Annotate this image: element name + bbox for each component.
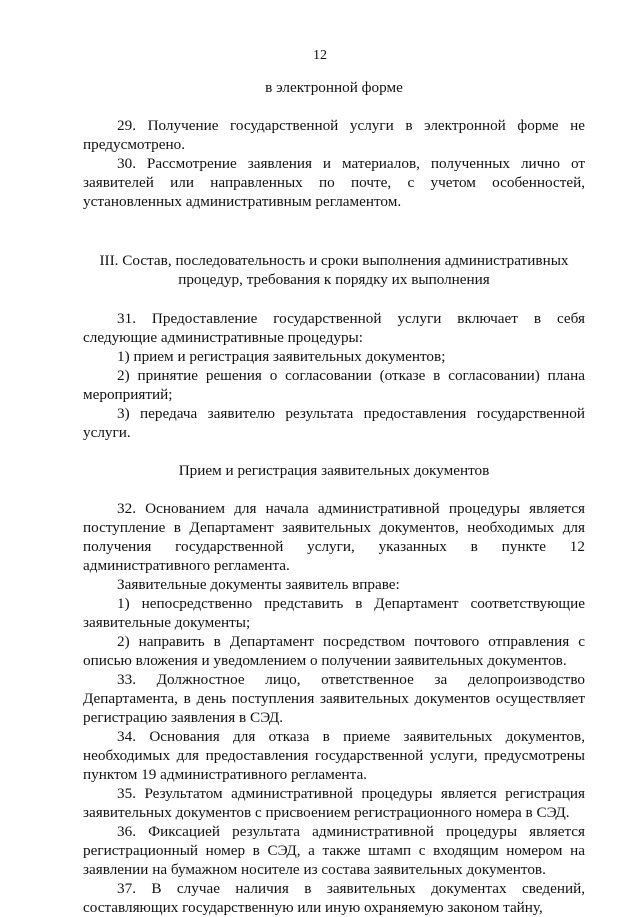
paragraph-34: 34. Основания для отказа в приеме заявительных документов, необходимых для предоставления государственной услуги, предусмотрены пунктом 19 административного регламента. [83,728,585,783]
subsection-title: Прием и регистрация заявительных документов [178,462,490,479]
paragraph-31: 31. Предоставление государственной услуги включает в себя следующие административные процедуры: [83,310,585,346]
paragraph-32-item-1: 1) непосредственно представить в Департамент соответствующие заявительные документы; [83,595,585,631]
paragraph-32-item-2: 2) направить в Департамент посредством почтового отправления с описью вложения и уведомлением о получении заявительных документов. [83,633,585,669]
document-body [83,78,585,917]
page-number: 12 [313,48,327,63]
paragraph-31-item-2: 2) принятие решения о согласовании (отказе в согласовании) плана мероприятий; [83,367,585,403]
paragraph-35: 35. Результатом административной процедуры является регистрация заявительных документов с присвоением регистрационного номера в СЭД. [83,785,585,821]
paragraph-32: 32. Основанием для начала административной процедуры является поступление в Департамент заявительных документов, необходимых для получения государственной услуги, указанных в пункте 12 административного регламента. [83,500,585,574]
paragraph-31-item-3: 3) передача заявителю результата предоставления государственной услуги. [83,405,585,441]
paragraph-33: 33. Должностное лицо, ответственное за делопроизводство Департамента, в день поступления заявительных документов осуществляет регистрацию заявления в СЭД. [83,671,585,726]
paragraph-32-intro: Заявительные документы заявитель вправе: [117,576,400,593]
section-3-title: III. Состав, последовательность и сроки выполнения административных процедур, требования к порядку их выполнения [99,252,569,288]
paragraph-30: 30. Рассмотрение заявления и материалов, полученных лично от заявителей или направленных по почте, с учетом особенностей, установленных административным регламентом. [83,155,585,210]
paragraph-37: 37. В случае наличия в заявительных документах сведений, составляющих государственную или иную охраняемую законом тайну, [83,880,585,916]
heading-continuation: в электронной форме [265,79,403,96]
paragraph-31-item-1: 1) прием и регистрация заявительных документов; [117,348,446,365]
paragraph-29: 29. Получение государственной услуги в электронной форме не предусмотрено. [83,117,585,153]
paragraph-36: 36. Фиксацией результата административной процедуры является регистрационный номер в СЭД, а также штамп с входящим номером на заявлении на бумажном носителе из состава заявительных документов. [83,823,585,878]
